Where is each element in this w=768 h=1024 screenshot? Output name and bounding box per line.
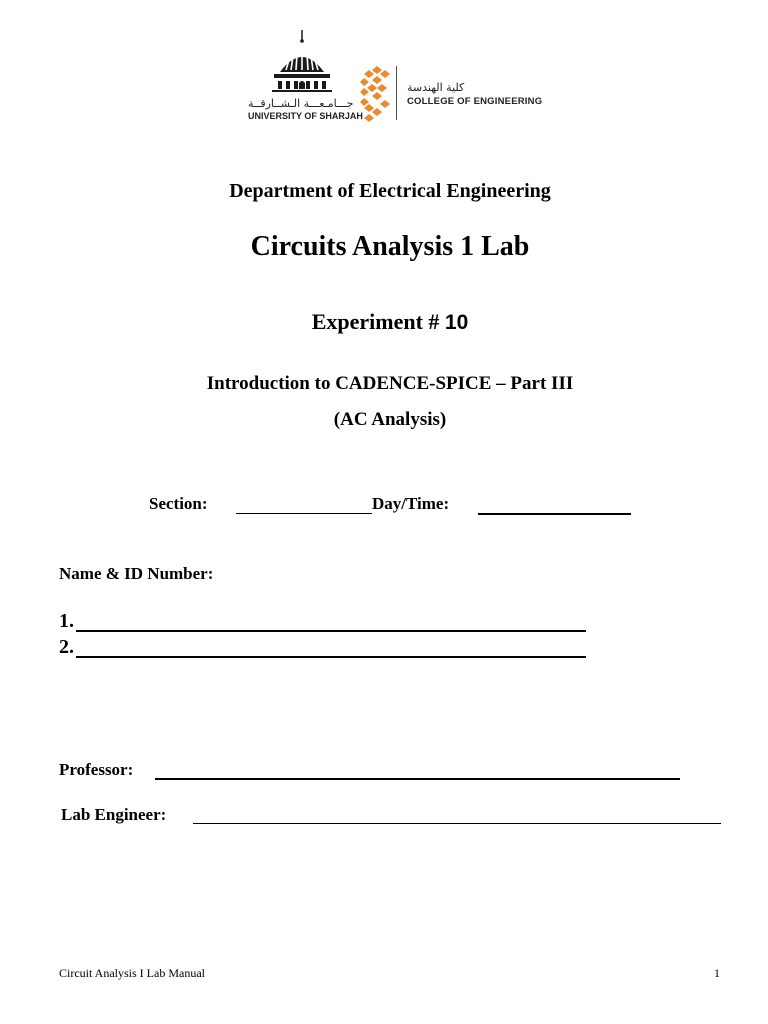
university-logo bbox=[230, 30, 543, 130]
entry-2-number: 2. bbox=[59, 636, 74, 658]
footer-manual-title: Circuit Analysis I Lab Manual bbox=[59, 966, 205, 980]
professor-label: Professor: bbox=[59, 760, 134, 779]
college-name-arabic: كلية الهندسة bbox=[407, 81, 465, 94]
entry-1-number: 1. bbox=[59, 610, 74, 632]
analysis-type: (AC Analysis) bbox=[333, 409, 447, 430]
professor-field[interactable] bbox=[155, 760, 680, 780]
department-title: Department of Electrical Engineering bbox=[229, 180, 551, 202]
section-label: Section: bbox=[149, 494, 208, 513]
course-title: Circuits Analysis 1 Lab bbox=[250, 231, 530, 262]
name-id-label: Name & ID Number: bbox=[59, 564, 214, 583]
lab-engineer-field[interactable] bbox=[193, 805, 721, 824]
university-name-english: UNIVERSITY OF SHARJAH bbox=[248, 111, 363, 121]
university-name-arabic: جـــامـعـــة الـشــارقــة bbox=[248, 97, 354, 110]
experiment-label: Experiment # bbox=[311, 309, 445, 334]
college-name-english: COLLEGE OF ENGINEERING bbox=[407, 96, 543, 107]
name-id-field-1[interactable] bbox=[76, 610, 586, 632]
logo-divider bbox=[396, 66, 397, 120]
footer-page-number: 1 bbox=[714, 966, 720, 980]
experiment-subject: Introduction to CADENCE-SPICE – Part III bbox=[206, 373, 574, 394]
section-field[interactable] bbox=[236, 494, 372, 514]
college-emblem-icon bbox=[360, 64, 394, 122]
experiment-number: 10 bbox=[444, 311, 469, 334]
lab-engineer-label: Lab Engineer: bbox=[61, 805, 167, 824]
daytime-field[interactable] bbox=[478, 494, 631, 515]
experiment-title bbox=[0, 309, 768, 335]
daytime-label: Day/Time: bbox=[372, 494, 450, 513]
name-id-field-2[interactable] bbox=[76, 636, 586, 658]
university-dome-icon bbox=[272, 30, 332, 96]
